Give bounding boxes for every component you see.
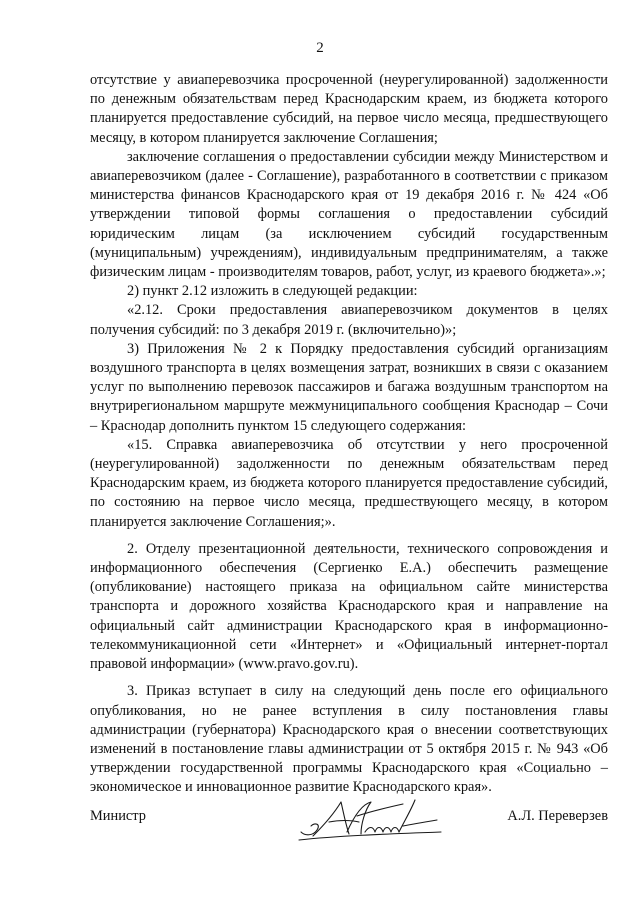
handwritten-signature	[295, 796, 445, 844]
signatory-title: Министр	[90, 808, 146, 824]
paragraph-effective-date: 3. Приказ вступает в силу на следующий день после его официального опубликования, но не ранее вступления в силу постановления главы администрации (губернатора) Краснодарского края о внесении соответствующих изменений в постановление главы администрации от 5 октября 2015 г. № 943 «Об утверждении государственной программы Краснодарского края «Социально – экономическое и инновационное развитие Краснодарского края».	[90, 683, 608, 796]
signatory-name: А.Л. Переверзев	[507, 808, 608, 824]
paragraph-appendix-2: 3) Приложения № 2 к Порядку предоставления субсидий организациям воздушного транспорта в целях возмещения затрат, возникших в связи с оказанием услуг по выполнению перевозок пассажиров и багажа воздушным транспортом на внутрирегиональном маршруте межмуниципального сообщения Краснодар – Сочи – Краснодар дополнить пунктом 15 следующего содержания:	[90, 340, 608, 434]
paragraph-item-2-12: 2) пункт 2.12 изложить в следующей редакции:	[127, 283, 418, 300]
paragraph-item-15: «15. Справка авиаперевозчика об отсутствии у него просроченной (неурегулированной) задолженности по денежным обязательствам перед Краснодарским краем, из бюджета которого планируется предоставление субсидий, по состоянию на первое число месяца, предшествующего месяцу, в котором планируется заключение Соглашения;».	[90, 436, 608, 530]
document-body	[90, 71, 608, 798]
paragraph-publication: 2. Отделу презентационной деятельности, технического сопровождения и информационного обеспечения (Сергиенко Е.А.) обеспечить размещение (опубликование) настоящего приказа на официальном сайте министерства транспорта и дорожного хозяйства Краснодарского края и направление на официальный сайт администрации Краснодарского края в информационно-телекоммуникационной сети «Интернет» и «Официальный интернет-портал правовой информации» (www.pravo.gov.ru).	[90, 540, 608, 673]
paragraph-requirement-agreement: заключение соглашения о предоставлении субсидии между Министерством и авиаперевозчиком (далее - Соглашение), разработанного в соответствии с приказом министерства финансов Краснодарского края от 19 декабря 2016 г. № 424 «Об утверждении типовой формы соглашения о предоставлении субсидий юридическим лицам (за исключением субсидий государственным (муниципальным) учреждениям), индивидуальным предпринимателям, а также физическим лицам - производителям товаров, работ, услуг, из краевого бюджета».»;	[90, 148, 608, 281]
paragraph-item-2-12-text: «2.12. Сроки предоставления авиаперевозчиком документов в целях получения субсидий: по 3 декабря 2019 г. (включительно)»;	[90, 302, 608, 338]
signature-block	[90, 796, 608, 846]
paragraph-requirement-no-debt: отсутствие у авиаперевозчика просроченной (неурегулированной) задолженности по денежным обязательствам перед Краснодарским краем, из бюджета которого планируется предоставление субсидий, на первое число месяца, предшествующего месяцу, в котором планируется заключение Соглашения;	[90, 72, 608, 146]
page-number: 2	[316, 40, 324, 56]
